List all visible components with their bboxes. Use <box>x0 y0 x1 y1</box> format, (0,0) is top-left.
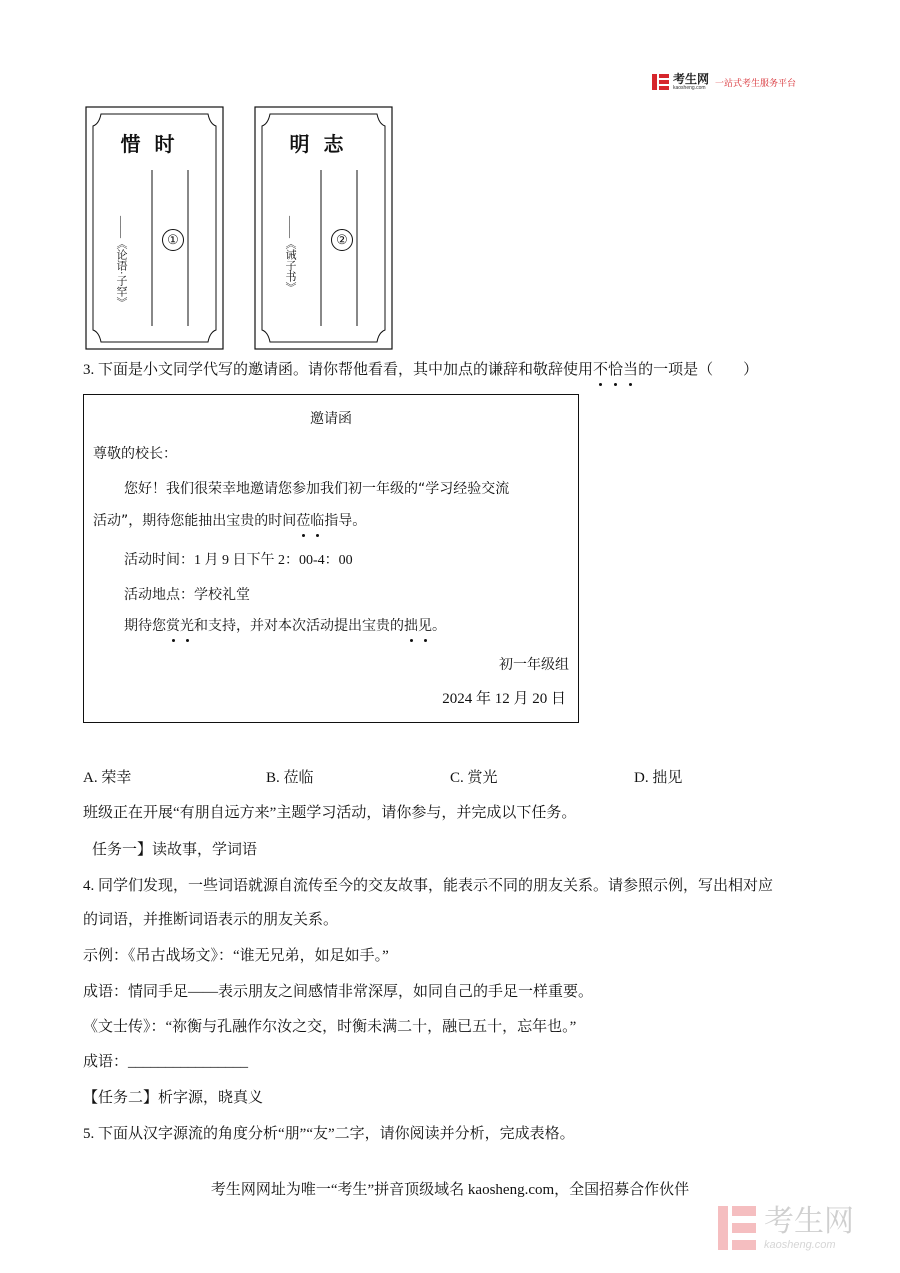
bookmark-title: 明志 <box>289 132 358 156</box>
activity-intro: 班级正在开展“有朋自远方来”主题学习活动，请你参与，并完成以下任务。 <box>83 805 577 821</box>
invitation-body-line1: 您好！我们很荣幸地邀请您参加我们初一年级的“学习经验交流 <box>124 481 510 497</box>
logo-domain: kaosheng.com <box>673 85 706 91</box>
invitation-time: 活动时间：1 月 9 日下午 2：00-4：00 <box>124 552 353 568</box>
watermark-logo <box>718 1204 854 1252</box>
invitation-body-line2: 活动”，期待您能抽出宝贵的时间莅临指导。 <box>93 513 367 529</box>
option-b[interactable]: B. 莅临 <box>266 770 314 786</box>
question-4-line1: 4. 同学们发现，一些词语就源自流传至今的交友故事，能表示不同的朋友关系。请参照示例，写出相对应 <box>83 878 774 894</box>
bookmark-source: ——《诫子书》 <box>284 216 296 293</box>
kaosheng-watermark-icon <box>718 1204 758 1252</box>
watermark-name: 考生网 <box>764 1204 854 1239</box>
answer-blank[interactable]: 成语：________________ <box>83 1054 249 1070</box>
blank-number: ② <box>331 229 353 251</box>
watermark-domain: kaosheng.com <box>764 1239 836 1251</box>
example-answer: 成语：情同手足——表示朋友之间感情非常深厚，如同自己的手足一样重要。 <box>83 984 594 1000</box>
invitation-signature: 初一年级组 <box>499 657 569 673</box>
invitation-date: 2024 年 12 月 20 日 <box>442 691 566 707</box>
question-3-stem: 3. 下面是小文同学代写的邀请函。请你帮他看看，其中加点的谦辞和敬辞使用不恰当的一项是（ ） <box>83 362 759 378</box>
header-logo[interactable] <box>652 72 796 92</box>
invitation-letter <box>83 394 579 723</box>
quote: 《文士传》：“祢衡与孔融作尔汝之交，时衡未满二十，融已五十，忘年也。” <box>83 1019 577 1035</box>
bookmark-card-2 <box>254 106 393 350</box>
blank-number: ① <box>162 229 184 251</box>
option-d[interactable]: D. 拙见 <box>634 770 683 786</box>
invitation-title: 邀请函 <box>310 411 352 427</box>
option-a[interactable]: A. 荣幸 <box>83 770 132 786</box>
footer-text: 考生网网址为唯一“考生”拼音顶级域名 kaosheng.com，全国招募合作伙伴 <box>210 1182 690 1198</box>
task-1-heading: 任务一】读故事，学词语 <box>92 842 258 858</box>
invitation-salutation: 尊敬的校长： <box>93 446 177 462</box>
example: 示例：《吊古战场文》：“谁无兄弟，如足如手。” <box>83 948 389 964</box>
logo-name: 考生网 <box>673 72 710 86</box>
invitation-place: 活动地点：学校礼堂 <box>124 587 250 603</box>
question-4-line2: 的词语，并推断词语表示的朋友关系。 <box>83 912 339 928</box>
bookmark-title: 惜时 <box>120 132 189 156</box>
logo-slogan: 一站式考生服务平台 <box>715 78 797 89</box>
invitation-closing: 期待您赏光和支持，并对本次活动提出宝贵的拙见。 <box>124 618 446 634</box>
question-5: 5. 下面从汉字源流的角度分析“朋”“友”二字，请你阅读并分析，完成表格。 <box>83 1126 575 1142</box>
kaosheng-logo-icon <box>652 73 670 91</box>
bookmark-card-1 <box>85 106 224 350</box>
option-c[interactable]: C. 赏光 <box>450 770 498 786</box>
task-2-heading: 【任务二】析字源，晓真义 <box>83 1090 264 1106</box>
bookmark-source: ——《论语·子罕》 <box>115 216 127 308</box>
